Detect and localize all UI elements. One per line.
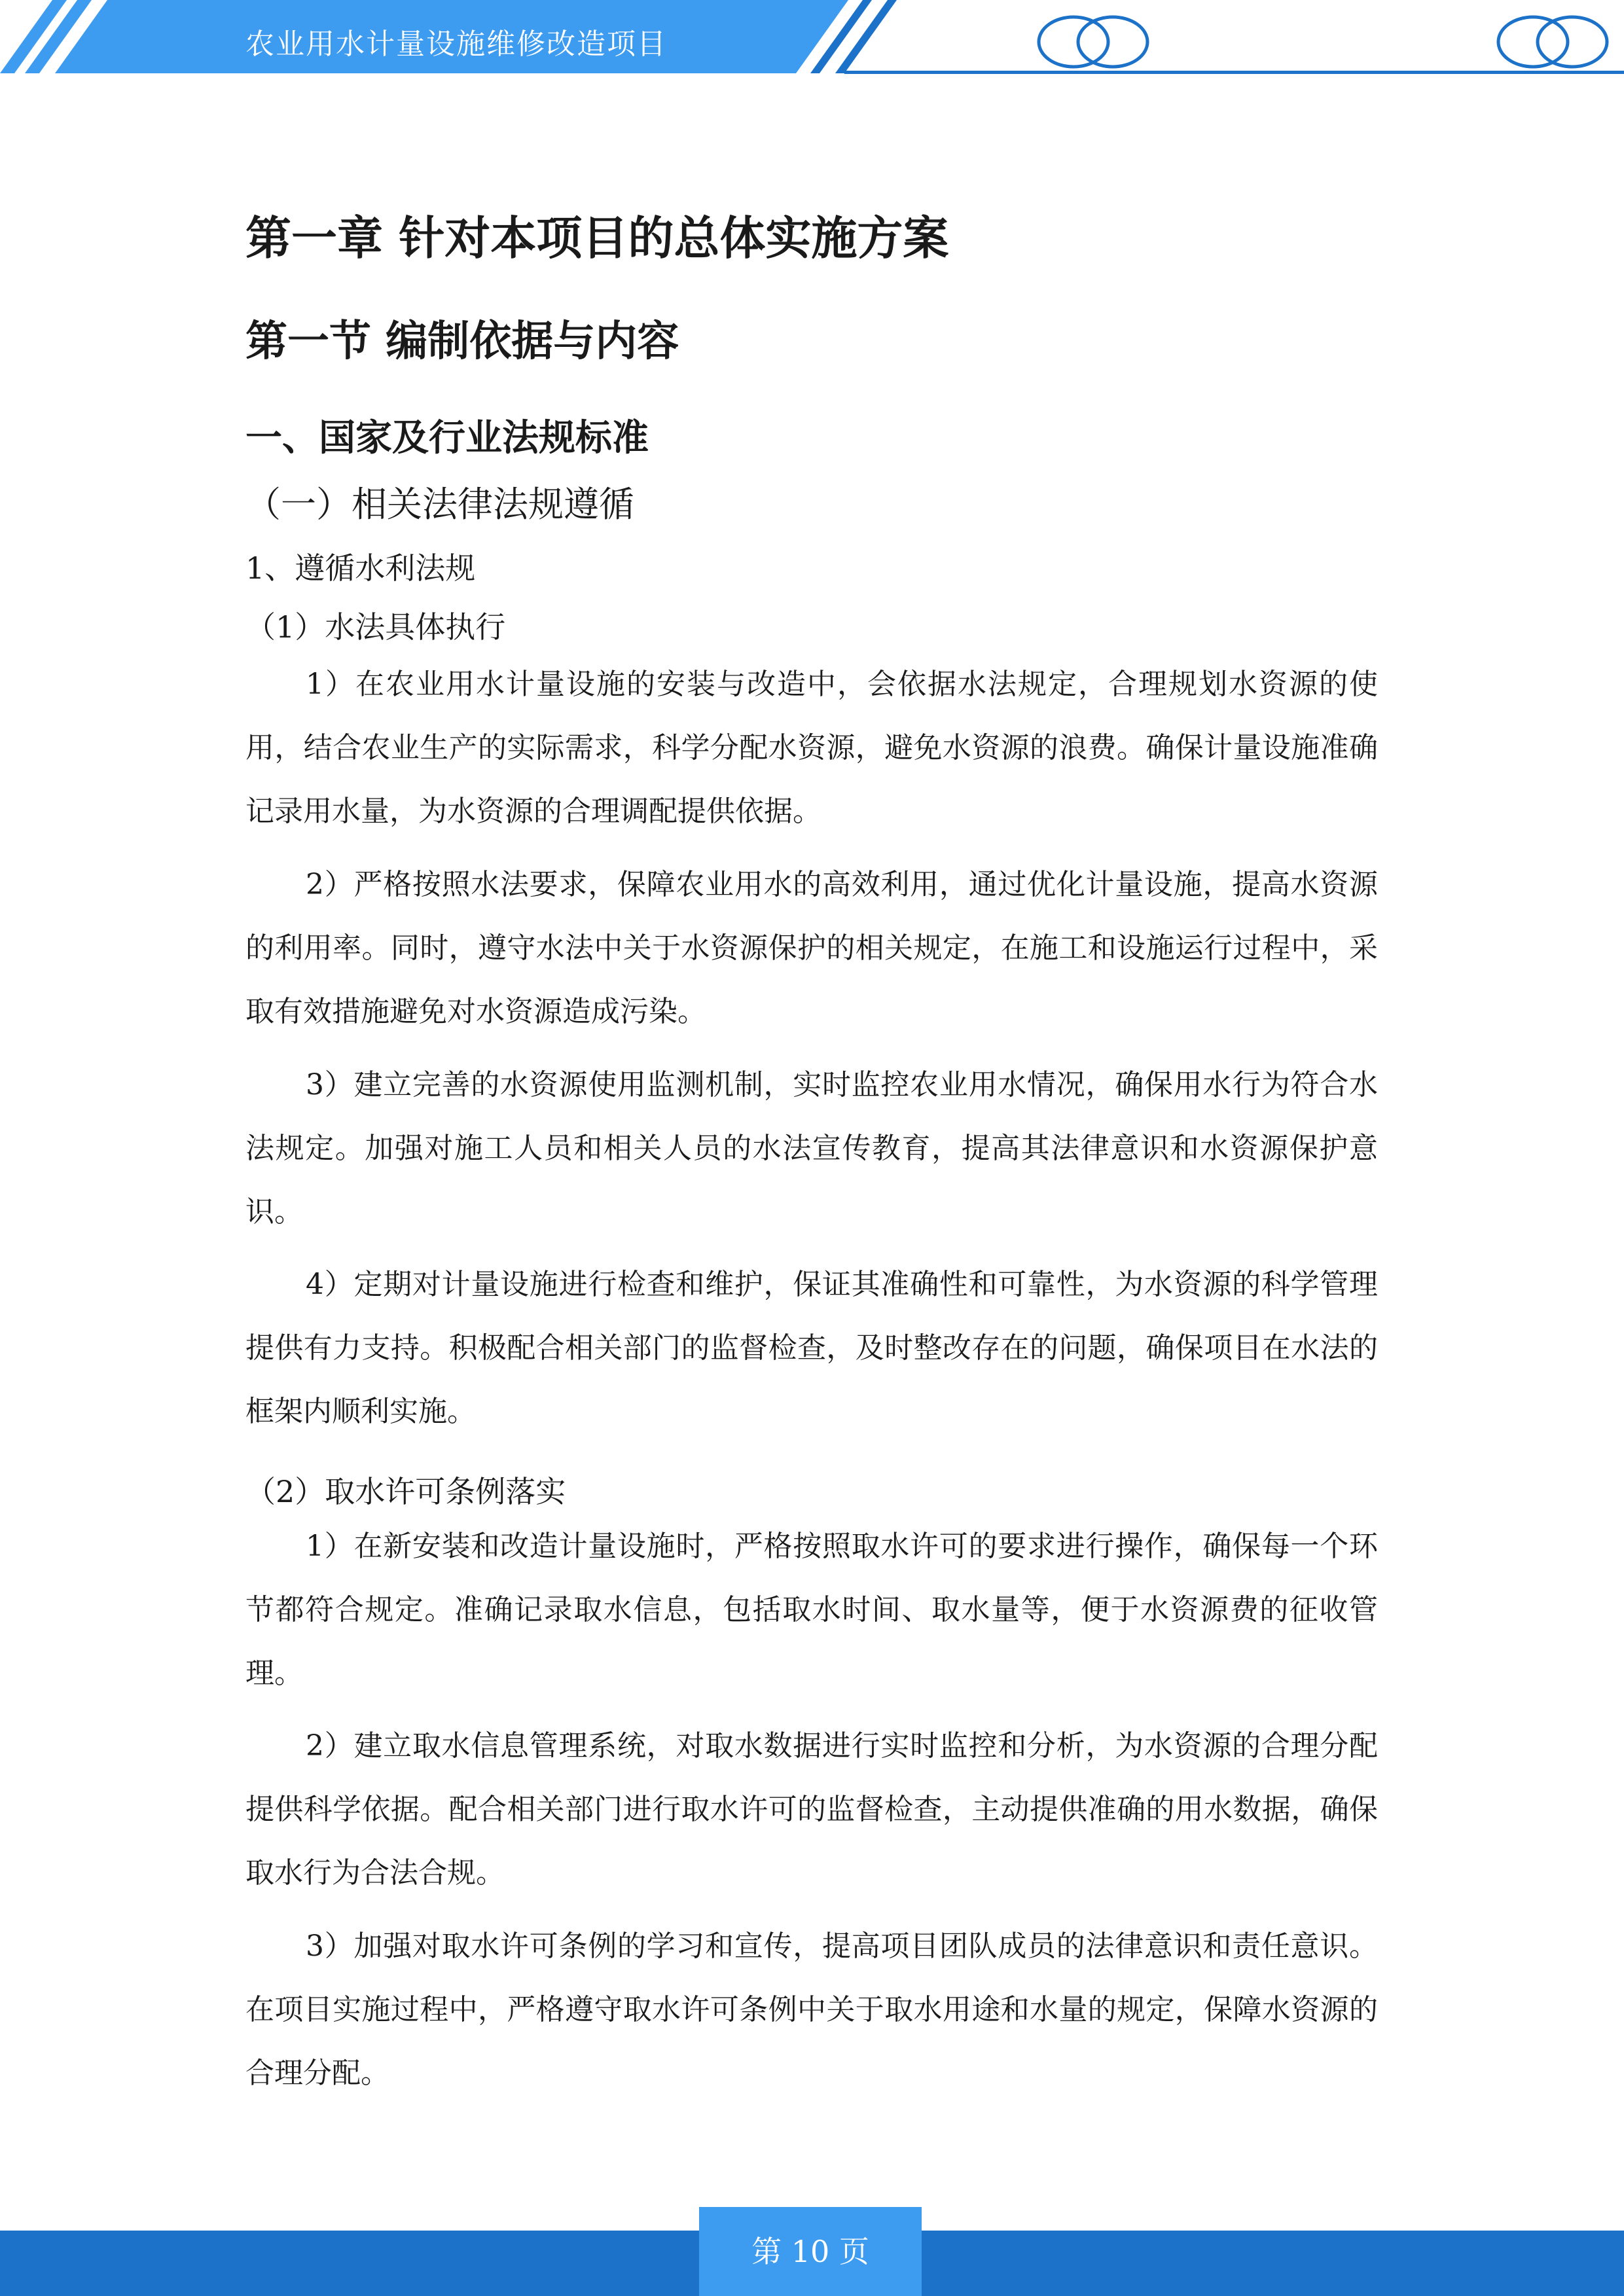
paragraph: 2）建立取水信息管理系统，对取水数据进行实时监控和分析，为水资源的合理分配提供科学依据。配合相关部门进行取水许可的监督检查，主动提供准确的用水数据，确保取水行为合法合规。 xyxy=(245,1729,1378,1890)
paragraph: 4）定期对计量设施进行检查和维护，保证其准确性和可靠性，为水资源的科学管理提供有力支持。积极配合相关部门的监督检查，及时整改存在的问题，确保项目在水法的框架内顺利实施。 xyxy=(245,1268,1378,1428)
chapter-title: 第一章 针对本项目的总体实施方案 xyxy=(245,211,949,265)
page-header xyxy=(0,0,1624,85)
ring-logo-right-icon xyxy=(1498,17,1607,67)
subsection-title-permit: （2）取水许可条例落实 xyxy=(245,1474,566,1509)
page-number: 第 10 页 xyxy=(699,2207,922,2296)
subsection-title-water-law: （1）水法具体执行 xyxy=(245,609,506,645)
paragraph: 1）在农业用水计量设施的安装与改造中，会依据水法规定，合理规划水资源的使用，结合农业生产的实际需求，科学分配水资源，避免水资源的浪费。确保计量设施准确记录用水量，为水资源的合理调配提供依据。 xyxy=(245,668,1378,828)
part-title: 一、国家及行业法规标准 xyxy=(245,417,649,459)
paragraph: 3）建立完善的水资源使用监测机制，实时监控农业用水情况，确保用水行为符合水法规定。加强对施工人员和相关人员的水法宣传教育，提高其法律意识和水资源保护意识。 xyxy=(245,1068,1378,1229)
item-title: 1、遵循水利法规 xyxy=(245,550,476,586)
subpart-title: （一）相关法律法规遵循 xyxy=(245,484,634,525)
section-title: 第一节 编制依据与内容 xyxy=(245,317,679,366)
ring-logo-left-icon xyxy=(1039,17,1147,67)
header-rule xyxy=(844,71,1624,74)
paragraph: 3）加强对取水许可条例的学习和宣传，提高项目团队成员的法律意识和责任意识。在项目实施过程中，严格遵守取水许可条例中关于取水用途和水量的规定，保障水资源的合理分配。 xyxy=(245,1929,1378,2090)
header-title: 农业用水计量设施维修改造项目 xyxy=(245,27,667,61)
paragraph: 2）严格按照水法要求，保障农业用水的高效利用，通过优化计量设施，提高水资源的利用率。同时，遵守水法中关于水资源保护的相关规定，在施工和设施运行过程中，采取有效措施避免对水资源造成污染。 xyxy=(245,868,1378,1028)
header-graphic xyxy=(0,0,1624,85)
paragraph: 1）在新安装和改造计量设施时，严格按照取水许可的要求进行操作，确保每一个环节都符合规定。准确记录取水信息，包括取水时间、取水量等，便于水资源费的征收管理。 xyxy=(245,1530,1378,1690)
